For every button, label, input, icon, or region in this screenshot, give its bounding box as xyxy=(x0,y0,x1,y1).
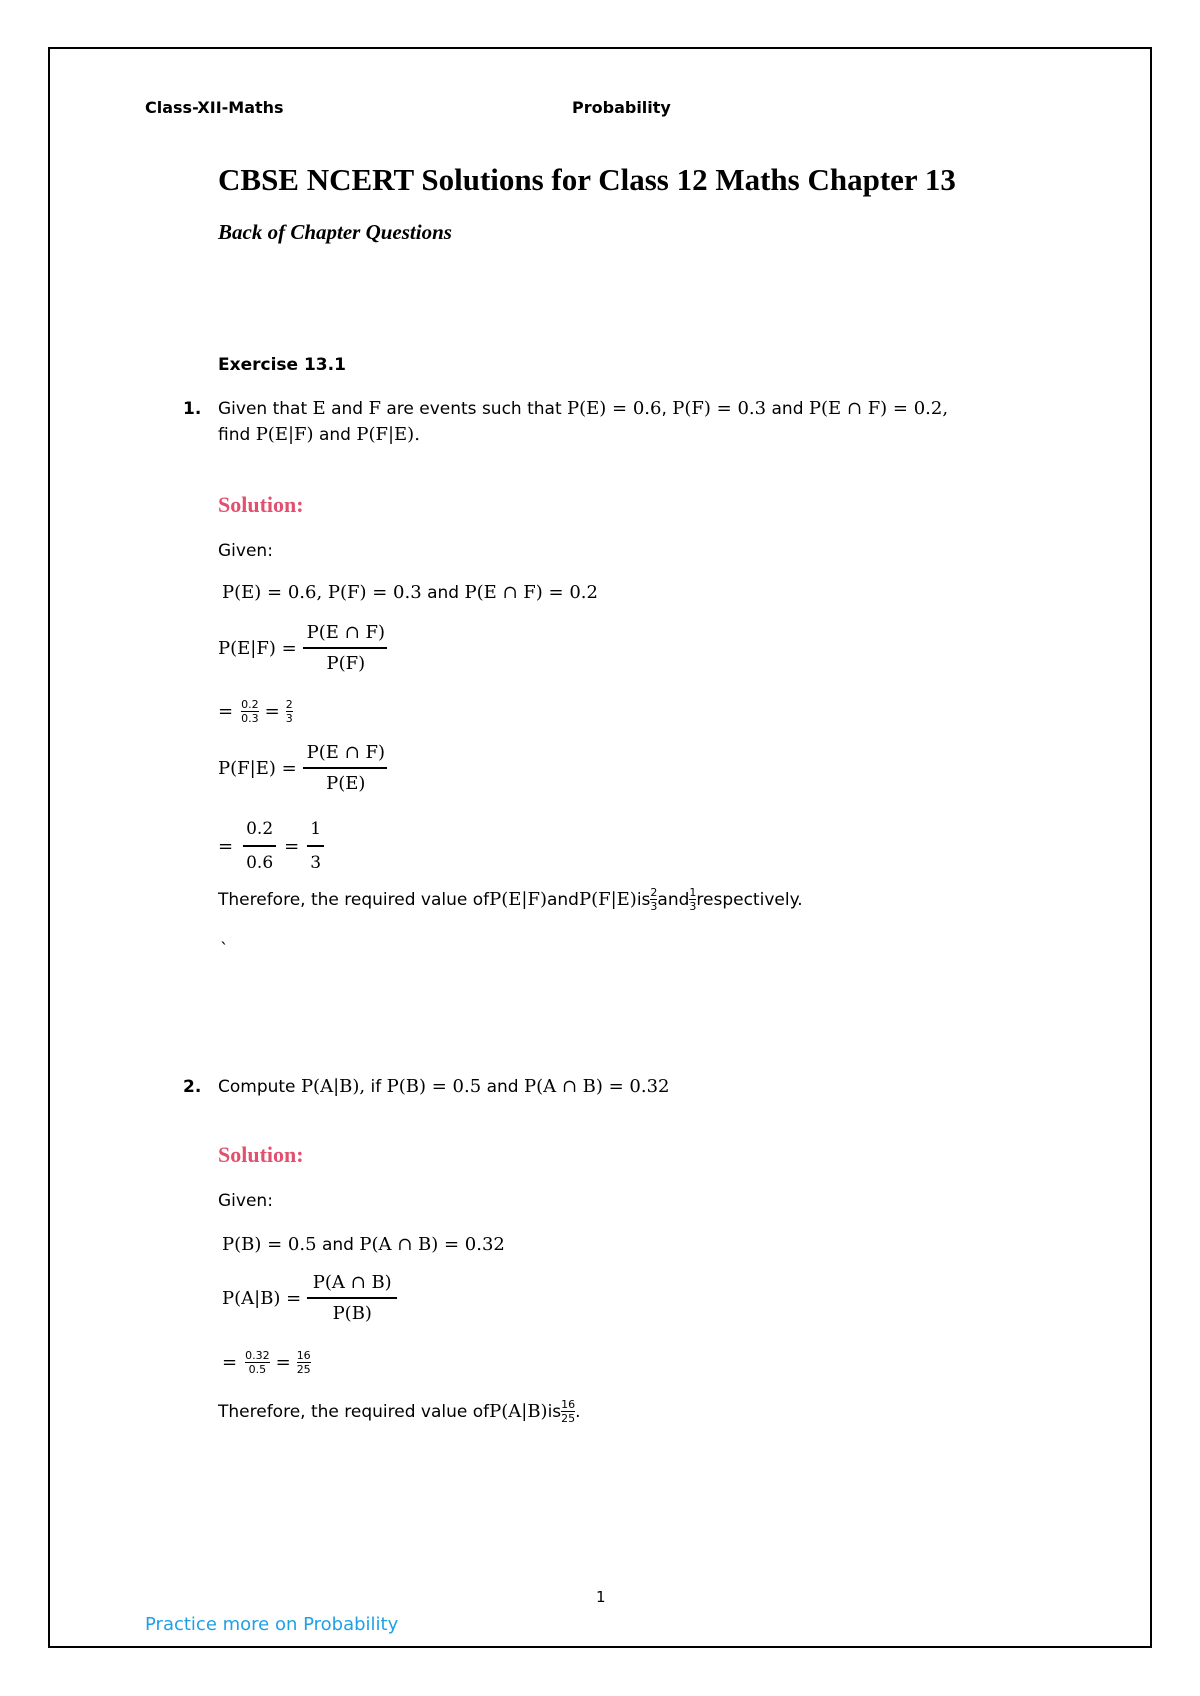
solution-1-conclusion: Therefore, the required value of P(E|F) and P(F|E) is $\frac{2}{3}$ and $\frac{1}{3}$ respectively. xyxy=(218,886,803,913)
formula-fraction: $\frac{P(A \cap B)}{P(B)}$ xyxy=(307,1272,397,1324)
fraction-1-over-3: $\frac{1}{3}$ xyxy=(307,818,324,874)
formula-lhs: P(F|E) = xyxy=(218,757,297,779)
fraction-0-2-over-0-3: $\frac{0.2}{0.3}$ xyxy=(241,698,259,725)
header-chapter-label: Probability xyxy=(572,98,671,117)
solution-2-given-values: P(B) = 0.5 and P(A ∩ B) = 0.32 xyxy=(222,1234,505,1255)
fraction-2-over-3: $\frac{2}{3}$ xyxy=(650,886,658,913)
formula-p-a-given-b xyxy=(222,1272,397,1324)
fraction-16-over-25: $\frac{16}{25}$ xyxy=(561,1398,576,1425)
exercise-heading: Exercise 13.1 xyxy=(218,355,346,375)
equation-2-step: = $\frac{0.2}{0.6}$ = $\frac{1}{3}$ xyxy=(218,818,324,874)
solution-1-given-values: P(E) = 0.6, P(F) = 0.3 and P(E ∩ F) = 0.2 xyxy=(222,582,598,603)
question-1-line-1: Given that E and F are events such that P(E) = 0.6, P(F) = 0.3 and P(E ∩ F) = 0.2, xyxy=(218,398,949,419)
page-border xyxy=(48,47,1152,1648)
fraction-1-over-3: $\frac{1}{3}$ xyxy=(689,886,697,913)
equation-3-step: = $\frac{0.32}{0.5}$ = $\frac{16}{25}$ xyxy=(222,1349,311,1376)
solution-2-conclusion: Therefore, the required value of P(A|B) is $\frac{16}{25}$ . xyxy=(218,1398,581,1425)
solution-2-heading: Solution: xyxy=(218,1142,304,1167)
header-class-label: Class-XII-Maths xyxy=(145,98,284,117)
solution-2-given-label: Given: xyxy=(218,1191,273,1211)
formula-fraction: $\frac{P(E \cap F)}{P(F)}$ xyxy=(303,622,389,674)
solution-1-given-label: Given: xyxy=(218,541,273,561)
page-number: 1 xyxy=(596,1588,606,1606)
fraction-16-over-25: $\frac{16}{25}$ xyxy=(296,1349,311,1376)
fraction-0-2-over-0-6: $\frac{0.2}{0.6}$ xyxy=(243,818,276,874)
fraction-2-over-3: $\frac{2}{3}$ xyxy=(285,698,293,725)
formula-p-f-given-e xyxy=(218,742,389,794)
equation-1-step: = $\frac{0.2}{0.3}$ = $\frac{2}{3}$ xyxy=(218,698,293,725)
question-2-number: 2. xyxy=(183,1077,202,1097)
question-1-number: 1. xyxy=(183,399,202,419)
formula-p-e-given-f xyxy=(218,622,389,674)
practice-more-link[interactable]: Practice more on Probability xyxy=(145,1614,399,1635)
formula-lhs: P(E|F) = xyxy=(218,637,297,659)
formula-fraction: $\frac{P(E \cap F)}{P(E)}$ xyxy=(303,742,389,794)
stray-backtick: ` xyxy=(220,940,229,960)
formula-lhs: P(A|B) = xyxy=(222,1287,302,1309)
page-subtitle: Back of Chapter Questions xyxy=(218,220,452,244)
solution-1-heading: Solution: xyxy=(218,492,304,517)
page-title: CBSE NCERT Solutions for Class 12 Maths Chapter 13 xyxy=(218,162,956,197)
fraction-0-32-over-0-5: $\frac{0.32}{0.5}$ xyxy=(245,1349,270,1376)
question-1-line-2: find P(E|F) and P(F|E). xyxy=(218,424,420,445)
question-2-line: Compute P(A|B), if P(B) = 0.5 and P(A ∩ B) = 0.32 xyxy=(218,1076,670,1097)
